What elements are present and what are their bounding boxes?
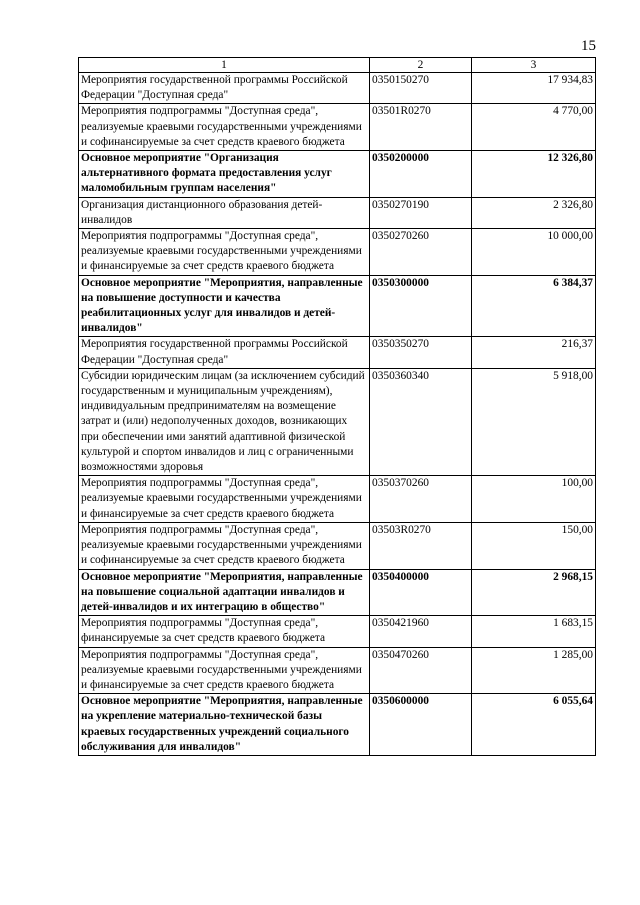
row-amount-cell: 4 770,00 xyxy=(472,104,596,151)
row-name-cell: Мероприятия подпрограммы "Доступная среда", реализуемые краевыми государственными учреждениями и финансируемые за счет средств краевого бюджета xyxy=(79,476,370,523)
row-name-cell: Основное мероприятие "Организация альтернативного формата предоставления услуг маломобильным группам населения" xyxy=(79,151,370,198)
row-amount-cell: 6 384,37 xyxy=(472,275,596,337)
header-col-3: 3 xyxy=(472,58,596,73)
header-row xyxy=(79,58,596,73)
row-amount-cell: 2 326,80 xyxy=(472,197,596,228)
row-name-cell: Мероприятия подпрограммы "Доступная среда", реализуемые краевыми государственными учреждениями и финансируемые за счет средств краевого бюджета xyxy=(79,229,370,276)
row-name-cell: Субсидии юридическим лицам (за исключением субсидий государственным и муниципальным учреждениям), индивидуальным предпринимателям на возмещение затрат и (или) недополученных доходов, возникающих при обеспечении ими занятий адаптивной физической культурой и спортом инвалидов и лиц с ограниченными возможностями здоровья xyxy=(79,368,370,475)
row-name-cell: Мероприятия государственной программы Российской Федерации "Доступная среда" xyxy=(79,73,370,104)
row-code-cell: 0350300000 xyxy=(370,275,472,337)
header-col-1: 1 xyxy=(79,58,370,73)
row-name-cell: Мероприятия подпрограммы "Доступная среда", реализуемые краевыми государственными учреждениями и софинансируемые за счет средств краевого бюджета xyxy=(79,104,370,151)
row-amount-cell: 17 934,83 xyxy=(472,73,596,104)
table-row xyxy=(79,197,596,228)
row-code-cell: 0350150270 xyxy=(370,73,472,104)
row-amount-cell: 1 285,00 xyxy=(472,647,596,694)
row-amount-cell: 150,00 xyxy=(472,522,596,569)
row-code-cell: 03501R0270 xyxy=(370,104,472,151)
row-name-cell: Основное мероприятие "Мероприятия, направленные на повышение доступности и качества реабилитационных услуг для инвалидов и детей-инвалидов" xyxy=(79,275,370,337)
row-amount-cell: 1 683,15 xyxy=(472,616,596,647)
row-name-cell: Мероприятия подпрограммы "Доступная среда", реализуемые краевыми государственными учреждениями и финансируемые за счет средств краевого бюджета xyxy=(79,647,370,694)
table-row xyxy=(79,616,596,647)
budget-table xyxy=(78,57,596,756)
row-code-cell: 03503R0270 xyxy=(370,522,472,569)
row-name-cell: Мероприятия подпрограммы "Доступная среда", реализуемые краевыми государственными учреждениями и софинансируемые за счет средств краевого бюджета xyxy=(79,522,370,569)
table-row xyxy=(79,694,596,756)
table-row xyxy=(79,151,596,198)
row-code-cell: 0350200000 xyxy=(370,151,472,198)
table-row xyxy=(79,368,596,475)
row-code-cell: 0350350270 xyxy=(370,337,472,368)
table-row xyxy=(79,647,596,694)
row-name-cell: Основное мероприятие "Мероприятия, направленные на повышение социальной адаптации инвалидов и детей-инвалидов и их интеграцию в общество" xyxy=(79,569,370,616)
table-row xyxy=(79,275,596,337)
row-code-cell: 0350270260 xyxy=(370,229,472,276)
row-name-cell: Мероприятия государственной программы Российской Федерации "Доступная среда" xyxy=(79,337,370,368)
row-name-cell: Мероприятия подпрограммы "Доступная среда", финансируемые за счет средств краевого бюджета xyxy=(79,616,370,647)
row-amount-cell: 10 000,00 xyxy=(472,229,596,276)
row-amount-cell: 12 326,80 xyxy=(472,151,596,198)
row-code-cell: 0350400000 xyxy=(370,569,472,616)
row-amount-cell: 216,37 xyxy=(472,337,596,368)
table-row xyxy=(79,73,596,104)
table-row xyxy=(79,229,596,276)
row-code-cell: 0350270190 xyxy=(370,197,472,228)
table-row xyxy=(79,476,596,523)
header-col-2: 2 xyxy=(370,58,472,73)
row-amount-cell: 100,00 xyxy=(472,476,596,523)
table-row xyxy=(79,337,596,368)
page-number: 15 xyxy=(581,38,596,54)
table-row xyxy=(79,104,596,151)
row-amount-cell: 6 055,64 xyxy=(472,694,596,756)
table-body xyxy=(79,73,596,756)
table-row xyxy=(79,522,596,569)
row-name-cell: Организация дистанционного образования детей-инвалидов xyxy=(79,197,370,228)
row-name-cell: Основное мероприятие "Мероприятия, направленные на укрепление материально-технической базы краевых государственных учреждений социального обслуживания для инвалидов" xyxy=(79,694,370,756)
row-code-cell: 0350360340 xyxy=(370,368,472,475)
row-code-cell: 0350470260 xyxy=(370,647,472,694)
row-amount-cell: 5 918,00 xyxy=(472,368,596,475)
row-code-cell: 0350421960 xyxy=(370,616,472,647)
table-row xyxy=(79,569,596,616)
row-code-cell: 0350600000 xyxy=(370,694,472,756)
row-amount-cell: 2 968,15 xyxy=(472,569,596,616)
row-code-cell: 0350370260 xyxy=(370,476,472,523)
